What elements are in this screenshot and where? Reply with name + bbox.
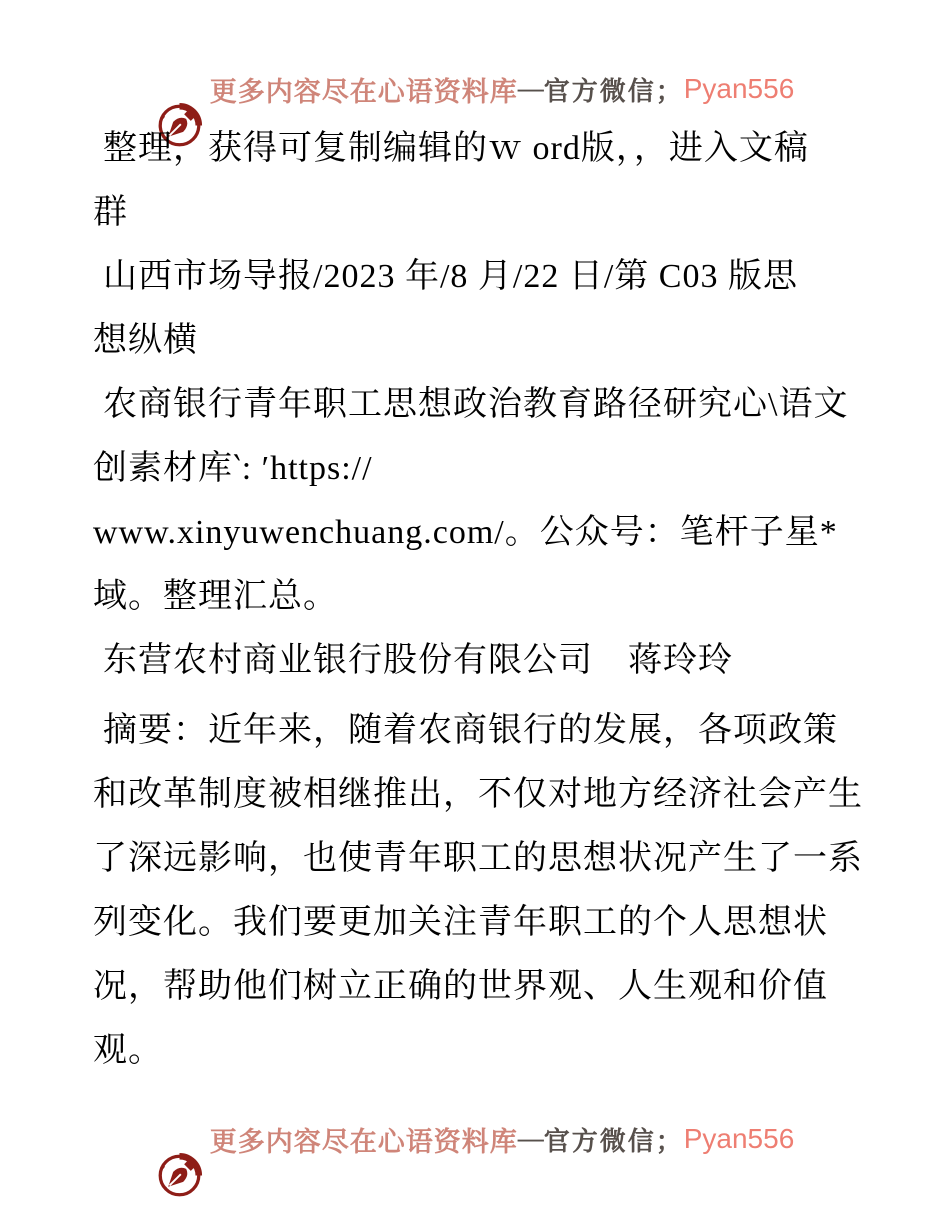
brand-dash: — xyxy=(517,1124,544,1153)
wechat-label: 官方微信； xyxy=(543,76,684,106)
text-line: 山西市场导报/2023 年/8 月/22 日/第 C03 版思 xyxy=(103,258,798,295)
text-line: 农商银行青年职工思想政治教育路径研究心\语文 xyxy=(103,386,849,423)
paragraph xyxy=(93,629,860,693)
text-line: 观。 xyxy=(93,1032,163,1069)
header-brand-bar xyxy=(0,64,950,114)
text-line: www.xinyuwenchuang.com/。公众号：笔杆子星* xyxy=(93,514,838,551)
document-body xyxy=(93,117,863,1083)
brand-text: 更多内容尽在心语资料库 xyxy=(209,76,518,107)
text-line: 和改革制度被相继推出，不仅对地方经济社会产生 xyxy=(93,776,863,813)
text-line: 群 xyxy=(93,194,128,231)
paragraph xyxy=(93,245,860,373)
footer-brand-bar xyxy=(0,1114,950,1164)
paragraph xyxy=(93,117,860,245)
wechat-id: Pyan556 xyxy=(683,1123,795,1154)
text-line: 摘要：近年来，随着农商银行的发展，各项政策 xyxy=(103,712,838,749)
text-line: 域。整理汇总。 xyxy=(93,578,338,615)
pen-logo-icon xyxy=(156,66,203,113)
paragraph xyxy=(93,699,863,1083)
pen-logo-icon xyxy=(156,1116,203,1163)
brand-text: 更多内容尽在心语资料库 xyxy=(209,1126,518,1157)
text-line: 创素材库‵: ′https:// xyxy=(93,450,373,487)
text-line: 列变化。我们要更加关注青年职工的个人思想状 xyxy=(93,904,828,941)
text-line: 了深远影响，也使青年职工的思想状况产生了一系 xyxy=(93,840,863,877)
wechat-id: Pyan556 xyxy=(683,73,795,104)
text-line: 况，帮助他们树立正确的世界观、人生观和价值 xyxy=(93,968,828,1005)
text-line: 想纵横 xyxy=(93,322,198,359)
text-line: 整理，获得可复制编辑的ｗ ord版，，进入文稿 xyxy=(103,130,809,167)
brand-dash: — xyxy=(517,74,544,103)
text-line: 东营农村商业银行股份有限公司 蒋玲玲 xyxy=(103,642,733,679)
wechat-label: 官方微信； xyxy=(543,1126,684,1156)
paragraph xyxy=(93,373,860,629)
